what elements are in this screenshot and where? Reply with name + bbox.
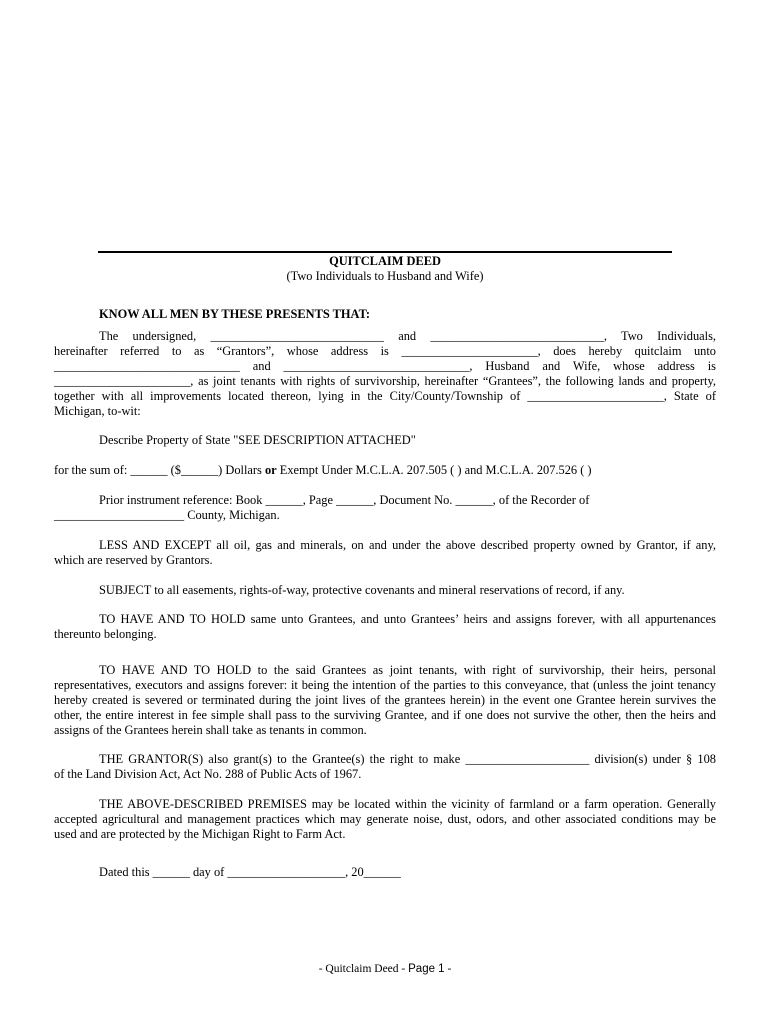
parties-line-5: together with all improvements located thereon, lying in the City/County/Township of ______________________, State of <box>54 389 716 403</box>
farm-notice-line-1: THE ABOVE-DESCRIBED PREMISES may be located within the vicinity of farmland or a farm operation. Generally <box>99 797 716 811</box>
consideration-or: or <box>264 463 277 477</box>
parties-line-4: ______________________, as joint tenants with rights of survivorship, hereinafter “Grantees”, the following lands and property, <box>54 374 716 388</box>
footer-suffix: - <box>444 963 452 975</box>
habendum-2-line-4: other, the entire interest in fee simple shall pass to the surviving Grantee, and if one does not survive the other, then the heirs and <box>54 708 716 722</box>
habendum-1-line-2: thereunto belonging. <box>54 627 157 641</box>
footer-page-number: Page 1 <box>408 963 445 975</box>
farm-notice-line-2: accepted agricultural and management practices which may generate noise, dust, odors, and other associated conditions may be <box>54 812 716 826</box>
parties-line-2: hereinafter referred to as “Grantors”, whose address is ______________________, does hereby quitclaim unto <box>54 344 716 358</box>
know-all-heading: KNOW ALL MEN BY THESE PRESENTS THAT: <box>99 307 371 321</box>
consideration-line <box>54 463 716 478</box>
parties-line-3: ______________________________ and ______________________________, Husband and Wife, whose address is <box>54 359 716 373</box>
prior-instrument-line-2: _____________________ County, Michigan. <box>54 508 280 522</box>
habendum-2-line-2: representatives, executors and assigns forever: it being the intention of the parties to this conveyance, that (unless the joint tenancy <box>54 678 716 692</box>
page-footer <box>0 963 770 975</box>
less-except-line-2: which are reserved by Grantors. <box>54 553 213 567</box>
consideration-sum: for the sum of: ______ ($______) Dollars <box>54 463 265 477</box>
grantor-right-line-2: of the Land Division Act, Act No. 288 of Public Acts of 1967. <box>54 767 362 781</box>
parties-line-1: The undersigned, ____________________________ and ____________________________, Two Individuals, <box>99 329 716 343</box>
grantor-right-line-1: THE GRANTOR(S) also grant(s) to the Grantee(s) the right to make ____________________ division(s) under § 108 <box>99 752 716 766</box>
farm-notice-line-3: used and are protected by the Michigan Right to Farm Act. <box>54 827 346 841</box>
habendum-2-line-1: TO HAVE AND TO HOLD to the said Grantees as joint tenants, with right of survivorship, their heirs, personal <box>99 663 716 677</box>
consideration-exempt: Exempt Under M.C.L.A. 207.505 ( ) and M.C.L.A. 207.526 ( ) <box>276 463 592 477</box>
top-rule <box>98 251 672 253</box>
habendum-2-line-3: hereby created is severed or terminated during the joint lives of the grantees herein) in the event one Grantee herein survives the <box>54 693 716 707</box>
dated-line: Dated this ______ day of ___________________, 20______ <box>99 865 401 879</box>
habendum-1-line-1: TO HAVE AND TO HOLD same unto Grantees, and unto Grantees’ heirs and assigns forever, with all appurtenances <box>99 612 716 626</box>
footer-prefix: - Quitclaim Deed - <box>318 963 409 975</box>
subject-clause: SUBJECT to all easements, rights-of-way, protective covenants and mineral reservations of record, if any. <box>99 583 625 597</box>
less-except-line-1: LESS AND EXCEPT all oil, gas and minerals, on and under the above described property owned by Grantor, if any, <box>99 538 716 552</box>
prior-instrument-line-1: Prior instrument reference: Book ______, Page ______, Document No. ______, of the Recorder of <box>99 493 590 507</box>
document-title: QUITCLAIM DEED <box>329 254 441 268</box>
property-description: Describe Property of State "SEE DESCRIPTION ATTACHED" <box>99 433 416 447</box>
habendum-2-line-5: assigns of the Grantees herein shall take as tenants in common. <box>54 723 367 737</box>
parties-line-6: Michigan, to-wit: <box>54 404 141 418</box>
document-subtitle: (Two Individuals to Husband and Wife) <box>286 269 484 283</box>
